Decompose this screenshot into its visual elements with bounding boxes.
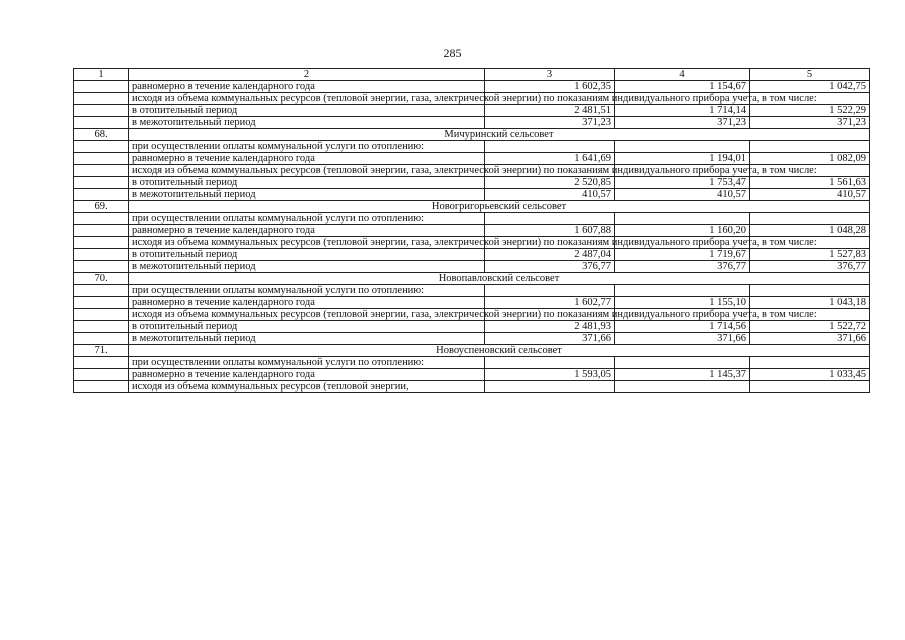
value-cell-5: 1 043,18 [750,297,870,309]
value-cell-4: 1 753,47 [615,177,750,189]
row-number [74,369,129,381]
row-label: при осуществлении оплаты коммунальной услуги по отоплению: [129,285,485,297]
row-number [74,237,129,249]
value-cell-5: 1 048,28 [750,225,870,237]
section-title: Новогригорьевский сельсовет [129,201,870,213]
table-row [74,261,870,273]
value-cell-4: 1 155,10 [615,297,750,309]
value-cell-3: 2 487,04 [485,249,615,261]
table-row [74,189,870,201]
value-cell-3: 2 520,85 [485,177,615,189]
table-row [74,225,870,237]
table-row [74,81,870,93]
row-number [74,321,129,333]
header-cell-3: 3 [485,69,615,81]
text-row [74,237,870,249]
header-cell-4: 4 [615,69,750,81]
page-number: 285 [443,46,462,60]
row-label: в межотопительный период [129,117,485,129]
value-cell-5: 1 561,63 [750,177,870,189]
section-row [74,345,870,357]
row-label: в межотопительный период [129,261,485,273]
row-number [74,153,129,165]
value-cell-3 [485,285,615,297]
row-number [74,381,129,393]
row-label: при осуществлении оплаты коммунальной услуги по отоплению: [129,357,485,369]
value-cell-3: 1 607,88 [485,225,615,237]
row-label: равномерно в течение календарного года [129,225,485,237]
value-cell-4: 410,57 [615,189,750,201]
row-number: 70. [74,273,129,285]
value-cell-3 [485,213,615,225]
text-row [74,357,870,369]
value-cell-4: 1 714,14 [615,105,750,117]
row-number: 68. [74,129,129,141]
row-label: в отопительный период [129,249,485,261]
value-cell-4: 1 160,20 [615,225,750,237]
value-cell-5: 1 522,72 [750,321,870,333]
header-cell-2: 2 [129,69,485,81]
value-cell-4: 371,66 [615,333,750,345]
table-row [74,369,870,381]
section-row [74,201,870,213]
value-cell-3: 410,57 [485,189,615,201]
table-row [74,117,870,129]
row-label: исходя из объема коммунальных ресурсов (тепловой энергии, газа, электрической энергии) по показаниям индивидуального прибора учета, в том числе: [129,165,485,177]
table-row [74,249,870,261]
row-label: при осуществлении оплаты коммунальной услуги по отоплению: [129,141,485,153]
row-number [74,117,129,129]
row-label: равномерно в течение календарного года [129,81,485,93]
value-cell-5: 1 082,09 [750,153,870,165]
row-label: исходя из объема коммунальных ресурсов (тепловой энергии, газа, электрической энергии) по показаниям индивидуального прибора учета, в том числе: [129,309,485,321]
header-row [74,69,870,81]
table-row [74,177,870,189]
row-number [74,105,129,117]
header-cell-5: 5 [750,69,870,81]
text-row [74,309,870,321]
value-cell-4 [615,141,750,153]
table-row [74,105,870,117]
table-row [74,321,870,333]
table-row [74,153,870,165]
row-label: равномерно в течение календарного года [129,369,485,381]
value-cell-4: 1 194,01 [615,153,750,165]
value-cell-5: 410,57 [750,189,870,201]
row-number [74,225,129,237]
value-cell-4 [615,213,750,225]
value-cell-4: 1 154,67 [615,81,750,93]
value-cell-5 [750,381,870,393]
row-number [74,249,129,261]
row-label: в отопительный период [129,177,485,189]
row-label: в межотопительный период [129,189,485,201]
value-cell-5: 1 033,45 [750,369,870,381]
value-cell-5: 1 522,29 [750,105,870,117]
section-title: Мичуринский сельсовет [129,129,870,141]
row-label: в межотопительный период [129,333,485,345]
row-number [74,309,129,321]
row-label: при осуществлении оплаты коммунальной услуги по отоплению: [129,213,485,225]
table-row [74,333,870,345]
value-cell-3: 1 641,69 [485,153,615,165]
row-number [74,261,129,273]
text-row [74,165,870,177]
row-label: в отопительный период [129,321,485,333]
row-number [74,357,129,369]
value-cell-5 [750,213,870,225]
row-number [74,333,129,345]
row-number [74,93,129,105]
value-cell-3: 2 481,51 [485,105,615,117]
row-label: равномерно в течение календарного года [129,153,485,165]
value-cell-3: 2 481,93 [485,321,615,333]
value-cell-5 [750,285,870,297]
value-cell-4: 1 145,37 [615,369,750,381]
row-label: в отопительный период [129,105,485,117]
text-row [74,213,870,225]
row-label: исходя из объема коммунальных ресурсов (тепловой энергии, газа, электрической энергии) по показаниям индивидуального прибора учета, в том числе: [129,93,485,105]
value-cell-4: 376,77 [615,261,750,273]
row-label: равномерно в течение календарного года [129,297,485,309]
value-cell-3 [485,381,615,393]
value-cell-5: 1 527,83 [750,249,870,261]
section-row [74,129,870,141]
header-cell-1: 1 [74,69,129,81]
value-cell-3: 371,23 [485,117,615,129]
value-cell-4: 371,23 [615,117,750,129]
section-title: Новоуспеновский сельсовет [129,345,870,357]
text-row [74,285,870,297]
value-cell-3: 1 593,05 [485,369,615,381]
row-number [74,165,129,177]
value-cell-5: 371,23 [750,117,870,129]
value-cell-5: 376,77 [750,261,870,273]
value-cell-3: 376,77 [485,261,615,273]
value-cell-4 [615,381,750,393]
value-cell-3 [485,141,615,153]
value-cell-3: 1 602,77 [485,297,615,309]
value-cell-4 [615,285,750,297]
row-number [74,189,129,201]
row-number [74,141,129,153]
row-number: 71. [74,345,129,357]
text-row [74,93,870,105]
section-title: Новопавловский сельсовет [129,273,870,285]
section-row [74,273,870,285]
value-cell-4 [615,357,750,369]
value-cell-5: 371,66 [750,333,870,345]
value-cell-4: 1 714,56 [615,321,750,333]
tariff-table-body [74,69,870,393]
value-cell-4: 1 719,67 [615,249,750,261]
row-number: 69. [74,201,129,213]
value-cell-3: 1 602,35 [485,81,615,93]
row-label: исходя из объема коммунальных ресурсов (тепловой энергии, [129,381,485,393]
value-cell-5: 1 042,75 [750,81,870,93]
row-number [74,285,129,297]
row-label: исходя из объема коммунальных ресурсов (тепловой энергии, газа, электрической энергии) по показаниям индивидуального прибора учета, в том числе: [129,237,485,249]
text-row [74,141,870,153]
value-cell-3 [485,357,615,369]
value-cell-5 [750,357,870,369]
row-number [74,81,129,93]
row-number [74,213,129,225]
value-cell-3: 371,66 [485,333,615,345]
row-number [74,177,129,189]
value-cell-5 [750,141,870,153]
text-row [74,381,870,393]
table-row [74,297,870,309]
row-number [74,297,129,309]
tariff-table [73,68,870,393]
